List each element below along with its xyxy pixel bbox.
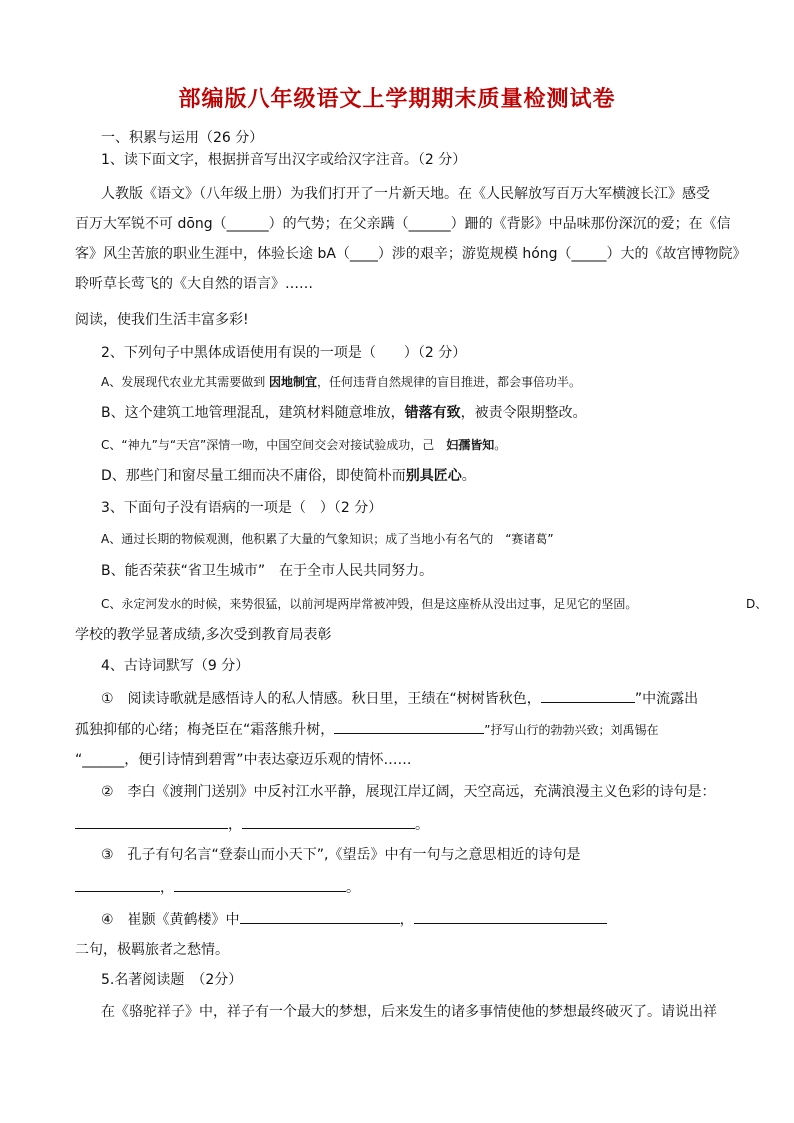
q3-option-d-label: D、	[746, 597, 768, 611]
q4-item-1-line-1	[101, 688, 698, 709]
q3-option-b: B、能否荣获“省卫生城市” 在于全市人民共同努力。	[101, 563, 434, 579]
q2-option-d-text: D、那些门和窗尽量工细而决不庸俗，即使简朴而	[101, 468, 406, 484]
q2-option-d-idiom: 别具匠心	[405, 468, 462, 484]
q2-option-c-text-end: 。	[494, 438, 507, 452]
answer-blank[interactable]	[334, 719, 484, 734]
q1-stem: 1、读下面文字，根据拼音写出汉字或给汉字注音。（2 分）	[101, 152, 467, 168]
q2-option-b-text: B、这个建筑工地管理混乱，建筑材料随意堆放，	[101, 405, 405, 421]
q4-item-2: ② 李白《渡荆门送别》中反衬江水平静，展现江岸辽阔，天空高远，充满浪漫主义色彩的诗句是：	[101, 784, 716, 800]
q5-stem: 5.名著阅读题 （2分）	[101, 972, 243, 988]
q3-stem: 3、下面句子没有语病的一项是（ ）（2 分）	[101, 500, 383, 516]
q2-option-d-text-end: 。	[461, 468, 476, 484]
q4-item-1-text-end: ”中流露出	[634, 691, 699, 707]
q2-option-a-text-end: ，任何违背自然规律的盲目推进，都会事倍功半。	[317, 375, 582, 389]
q4-item-1-line-3: “______，便引诗情到碧霄”中表达豪迈乐观的情怀……	[75, 752, 412, 768]
q4-item-4	[101, 909, 607, 930]
blank-separator-comma: ，	[160, 880, 174, 896]
q1-passage-line-5: 阅读，使我们生活丰富多彩!	[75, 312, 249, 328]
q4-item-3-answer-line	[75, 877, 360, 898]
section-heading: 一、积累与运用（26 分）	[101, 130, 264, 146]
q2-option-a-idiom: 因地制宜	[269, 375, 318, 389]
answer-blank[interactable]	[541, 688, 635, 703]
q4-stem: 4、古诗词默写（9 分）	[101, 658, 250, 674]
q2-stem: 2、下列句子中黑体成语使用有误的一项是（ ）（2 分）	[101, 345, 467, 361]
answer-blank[interactable]	[75, 877, 160, 892]
answer-blank[interactable]	[240, 909, 400, 924]
blank-separator-comma: ，	[228, 817, 242, 833]
q3-option-c: C、永定河发水的时候，来势很猛，以前河堤两岸常被冲毁，但是这座桥从没出过事，足见它的坚固。	[101, 597, 638, 611]
q5-passage-line-1: 在《骆驼祥子》中，祥子有一个最大的梦想，后来发生的诸多事情使他的梦想最终破灭了。请说出祥	[101, 1004, 717, 1020]
q2-option-d	[101, 466, 476, 486]
answer-blank[interactable]	[414, 909, 607, 924]
answer-blank[interactable]	[75, 814, 228, 829]
q2-option-b	[101, 403, 587, 423]
q2-option-c	[101, 435, 506, 455]
q2-option-c-text: C、“神九”与“天宫”深情一吻，中国空间交会对接试验成功，己	[101, 438, 447, 452]
q4-item-1-text-3: ”抒写山行的勃勃兴致；刘禹锡在	[484, 723, 659, 737]
q2-option-b-idiom: 错落有致	[404, 405, 461, 421]
q1-passage-line-2: 百万大军锐不可 dōng（______）的气势；在父亲蹒（______）跚的《背影》中品味那份深沉的爱；在《信	[75, 216, 731, 232]
q4-item-3: ③ 孔子有句名言“登泰山而小天下”,《望岳》中有一句与之意思相近的诗句是	[101, 847, 581, 863]
q4-item-4-tail: 二句，极羁旅者之愁情。	[75, 942, 229, 958]
q1-passage-line-3: 客》风尘苦旅的职业生涯中，体验长途 bA（____）涉的艰辛；游览规模 hóng（_____）大的《故宫博物院》	[75, 246, 747, 262]
blank-end-period: 。	[415, 817, 429, 833]
q4-item-1-text: ① 阅读诗歌就是感悟诗人的私人情感。秋日里，王绩在“树树皆秋色，	[101, 691, 541, 707]
q2-option-c-idiom: 妇孺皆知	[446, 438, 495, 452]
q4-item-1-line-2	[75, 719, 658, 740]
q2-option-a-text: A、发展现代农业尤其需要做到	[101, 375, 270, 389]
blank-separator-comma: ，	[399, 912, 414, 928]
q4-item-4-text: ④ 崔颢《黄鹤楼》中	[101, 912, 240, 928]
q3-option-d: 学校的教学显著成绩,多次受到教育局表彰	[75, 627, 332, 643]
exam-title: 部编版八年级语文上学期期末质量检测试卷	[178, 86, 616, 112]
answer-blank[interactable]	[242, 814, 415, 829]
q1-passage-line-1: 人教版《语文》（八年级上册）为我们打开了一片新天地。在《人民解放写百万大军横渡长江》感受	[101, 186, 710, 202]
q3-option-a: A、通过长期的物候观测，他积累了大量的气象知识；成了当地小有名气的 “赛诸葛”	[101, 532, 554, 546]
q1-passage-line-4: 聆听草长莺飞的《大自然的语言》……	[75, 276, 313, 292]
q4-item-2-answer-line	[75, 814, 429, 835]
blank-end-period: 。	[346, 880, 360, 896]
q2-option-a	[101, 372, 581, 392]
answer-blank[interactable]	[174, 877, 346, 892]
q4-item-1-text-2: 孤独抑郁的心绪；梅尧臣在“霜落熊升树，	[75, 722, 335, 738]
q2-option-b-text-end: ，被责令限期整改。	[460, 405, 587, 421]
